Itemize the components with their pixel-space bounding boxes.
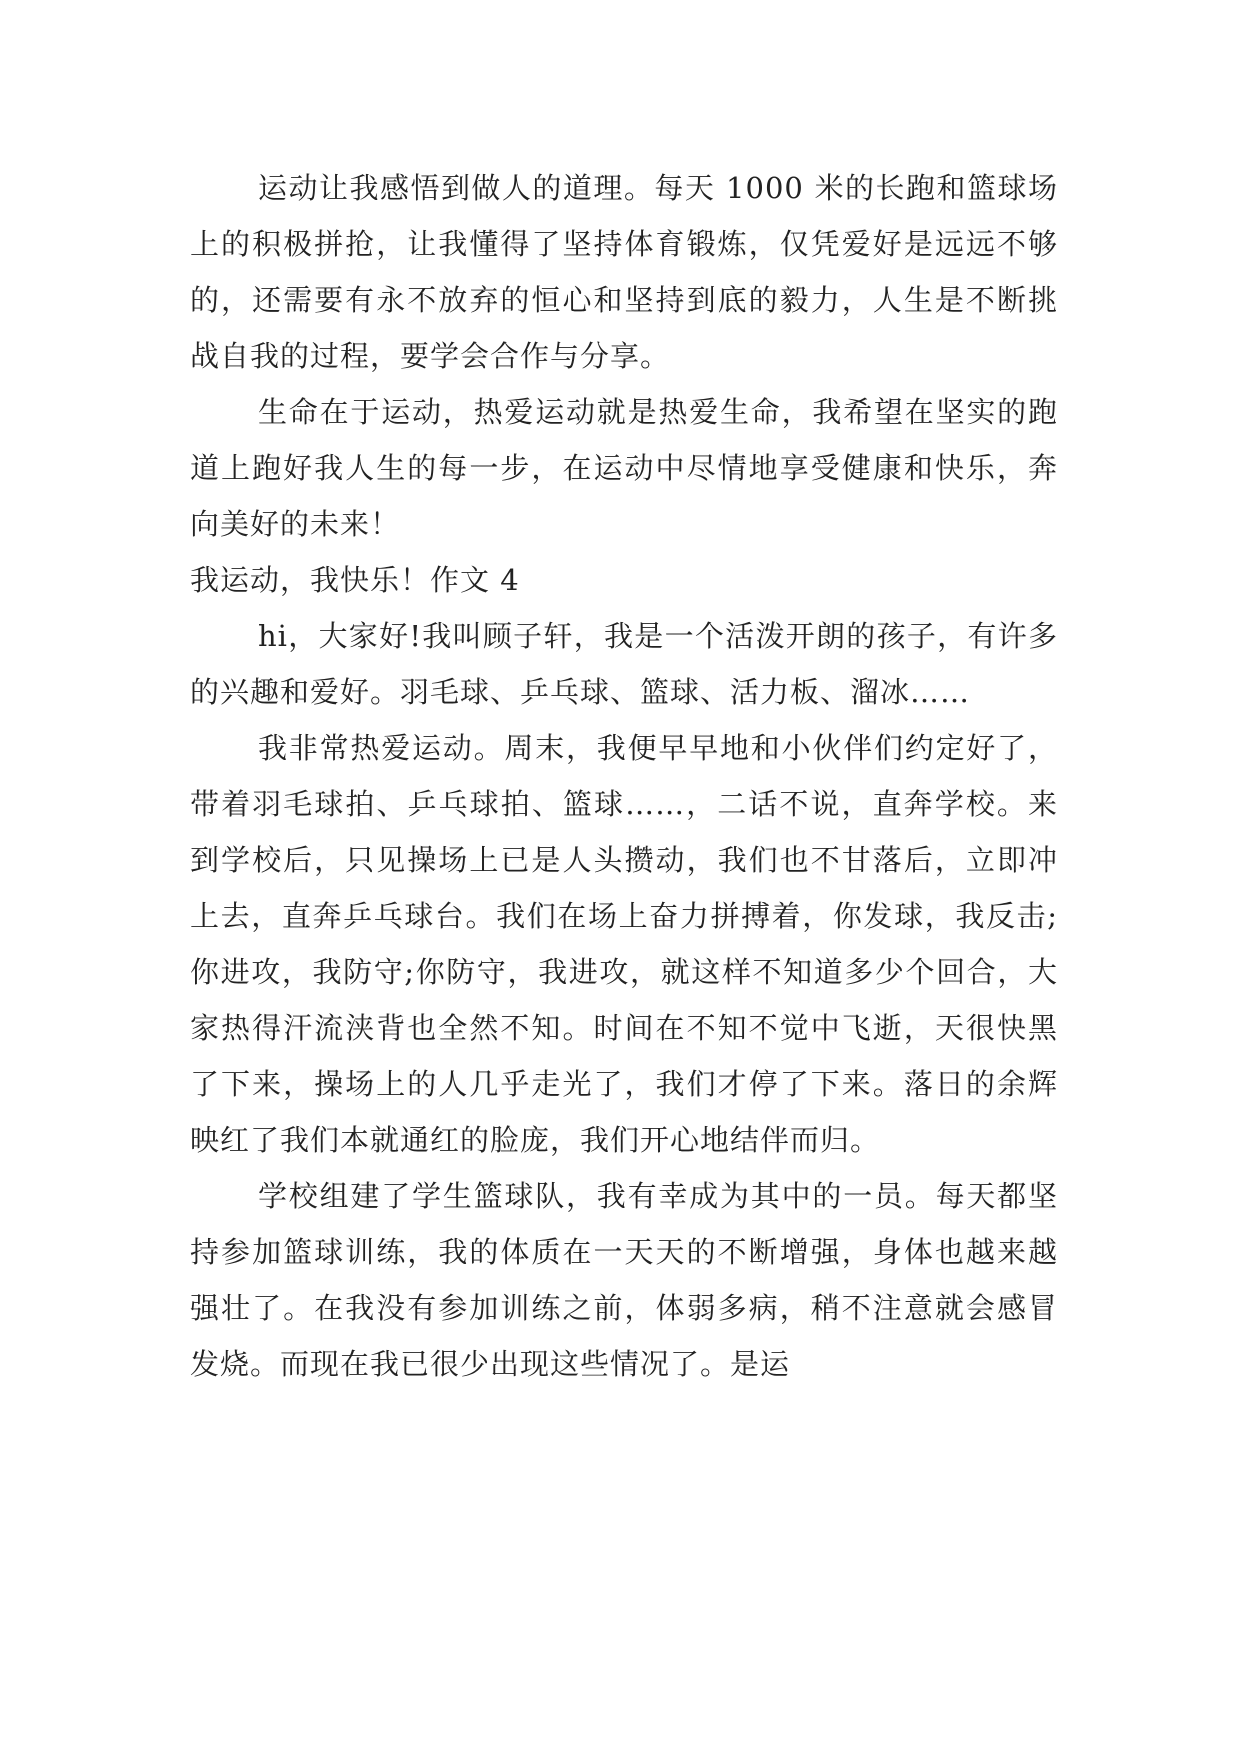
paragraph-weekend-sports: 我非常热爱运动。周末，我便早早地和小伙伴们约定好了，带着羽毛球拍、乒乓球拍、篮球……，二话不说，直奔学校。来到学校后，只见操场上已是人头攒动，我们也不甘落后，立即冲上去，直奔乒乓球台。我们在场上奋力拼搏着，你发球，我反击;你进攻，我防守;你防守，我进攻，就这样不知道多少个回合，大家热得汗流浃背也全然不知。时间在不知不觉中飞逝，天很快黑了下来，操场上的人几乎走光了，我们才停了下来。落日的余辉映红了我们本就通红的脸庞，我们开心地结伴而归。	[190, 731, 1058, 1157]
essay-heading: 我运动，我快乐！作文 4	[190, 563, 520, 597]
paragraph-introduction: hi，大家好!我叫顾子轩，我是一个活泼开朗的孩子，有许多的兴趣和爱好。羽毛球、乒乓球、篮球、活力板、溜冰……	[190, 619, 1058, 709]
document-body	[190, 160, 1058, 1392]
paragraph-basketball-team: 学校组建了学生篮球队，我有幸成为其中的一员。每天都坚持参加篮球训练，我的体质在一天天的不断增强，身体也越来越强壮了。在我没有参加训练之前，体弱多病，稍不注意就会感冒发烧。而现在我已很少出现这些情况了。是运	[190, 1179, 1058, 1381]
paragraph-exercise-lesson: 运动让我感悟到做人的道理。每天 1000 米的长跑和篮球场上的积极拼抢，让我懂得了坚持体育锻炼，仅凭爱好是远远不够的，还需要有永不放弃的恒心和坚持到底的毅力，人生是不断挑战自我的过程，要学会合作与分享。	[190, 171, 1058, 373]
paragraph-life-in-motion: 生命在于运动，热爱运动就是热爱生命，我希望在坚实的跑道上跑好我人生的每一步，在运动中尽情地享受健康和快乐，奔向美好的未来！	[190, 395, 1058, 541]
